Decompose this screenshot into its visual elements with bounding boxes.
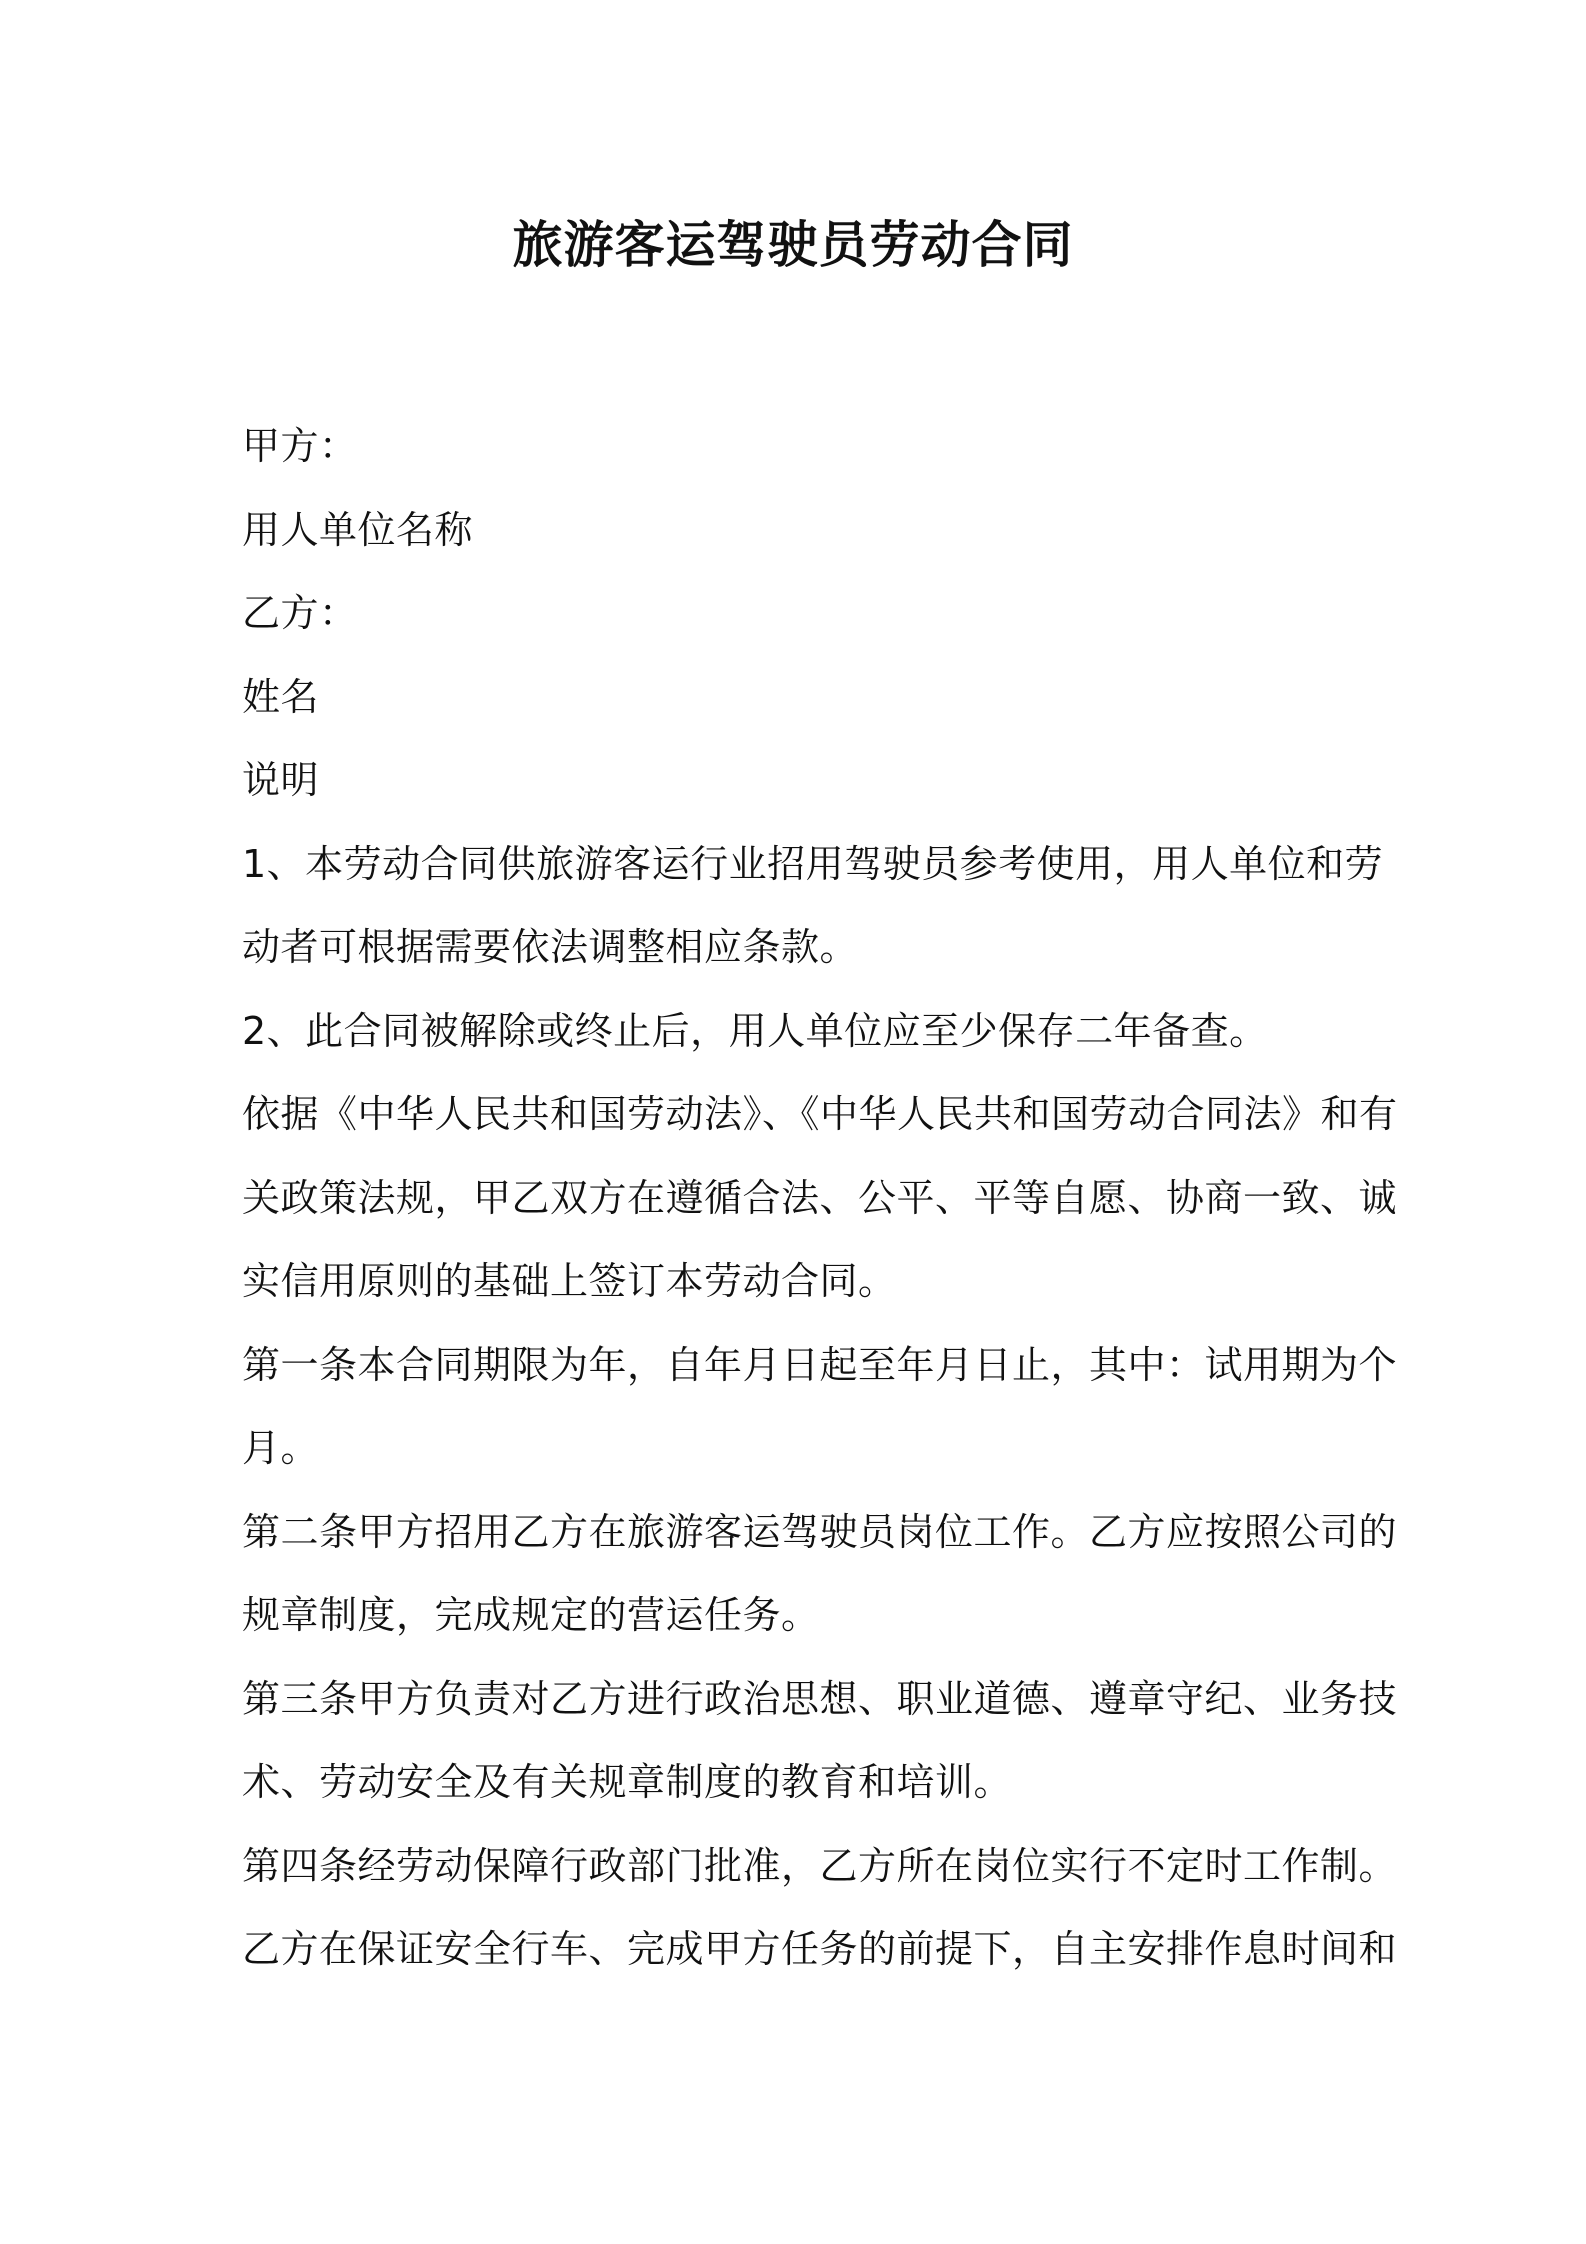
article-1-line-2: 月。 bbox=[242, 1426, 320, 1470]
notes-heading: 说明 bbox=[242, 758, 320, 802]
employee-name-label: 姓名 bbox=[242, 674, 320, 719]
article-4-line-1: 第四条经劳动保障行政部门批准，乙方所在岗位实行不定时工作制。 bbox=[242, 1843, 1398, 1888]
employer-name-label: 用人单位名称 bbox=[242, 507, 474, 552]
note-2-line: 2、此合同被解除或终止后，用人单位应至少保存二年备查。 bbox=[242, 1008, 1268, 1053]
preamble-line-3: 实信用原则的基础上签订本劳动合同。 bbox=[242, 1259, 897, 1303]
article-1-line-1: 第一条本合同期限为年，自年月日起至年月日止，其中：试用期为个 bbox=[242, 1342, 1398, 1387]
article-3-line-2: 术、劳动安全及有关规章制度的教育和培训。 bbox=[242, 1760, 1013, 1804]
article-3-line-1: 第三条甲方负责对乙方进行政治思想、职业道德、遵章守纪、业务技 bbox=[242, 1676, 1398, 1721]
article-2-line-2: 规章制度，完成规定的营运任务。 bbox=[242, 1593, 820, 1637]
note-1-line-1: 1、本劳动合同供旅游客运行业招用驾驶员参考使用，用人单位和劳 bbox=[242, 841, 1384, 886]
document-title: 旅游客运驾驶员劳动合同 bbox=[512, 216, 1074, 274]
document-body bbox=[242, 405, 1398, 1992]
preamble-line-1: 依据《中华人民共和国劳动法》、《中华人民共和国劳动合同法》和有 bbox=[242, 1092, 1398, 1136]
party-b-label: 乙方： bbox=[242, 591, 358, 635]
article-4-line-2: 乙方在保证安全行车、完成甲方任务的前提下，自主安排作息时间和 bbox=[242, 1927, 1398, 1971]
preamble-line-2: 关政策法规，甲乙双方在遵循合法、公平、平等自愿、协商一致、诚 bbox=[242, 1175, 1398, 1220]
article-2-line-1: 第二条甲方招用乙方在旅游客运驾驶员岗位工作。乙方应按照公司的 bbox=[242, 1509, 1398, 1554]
party-a-label: 甲方： bbox=[242, 424, 358, 468]
note-1-line-2: 动者可根据需要依法调整相应条款。 bbox=[242, 925, 859, 969]
